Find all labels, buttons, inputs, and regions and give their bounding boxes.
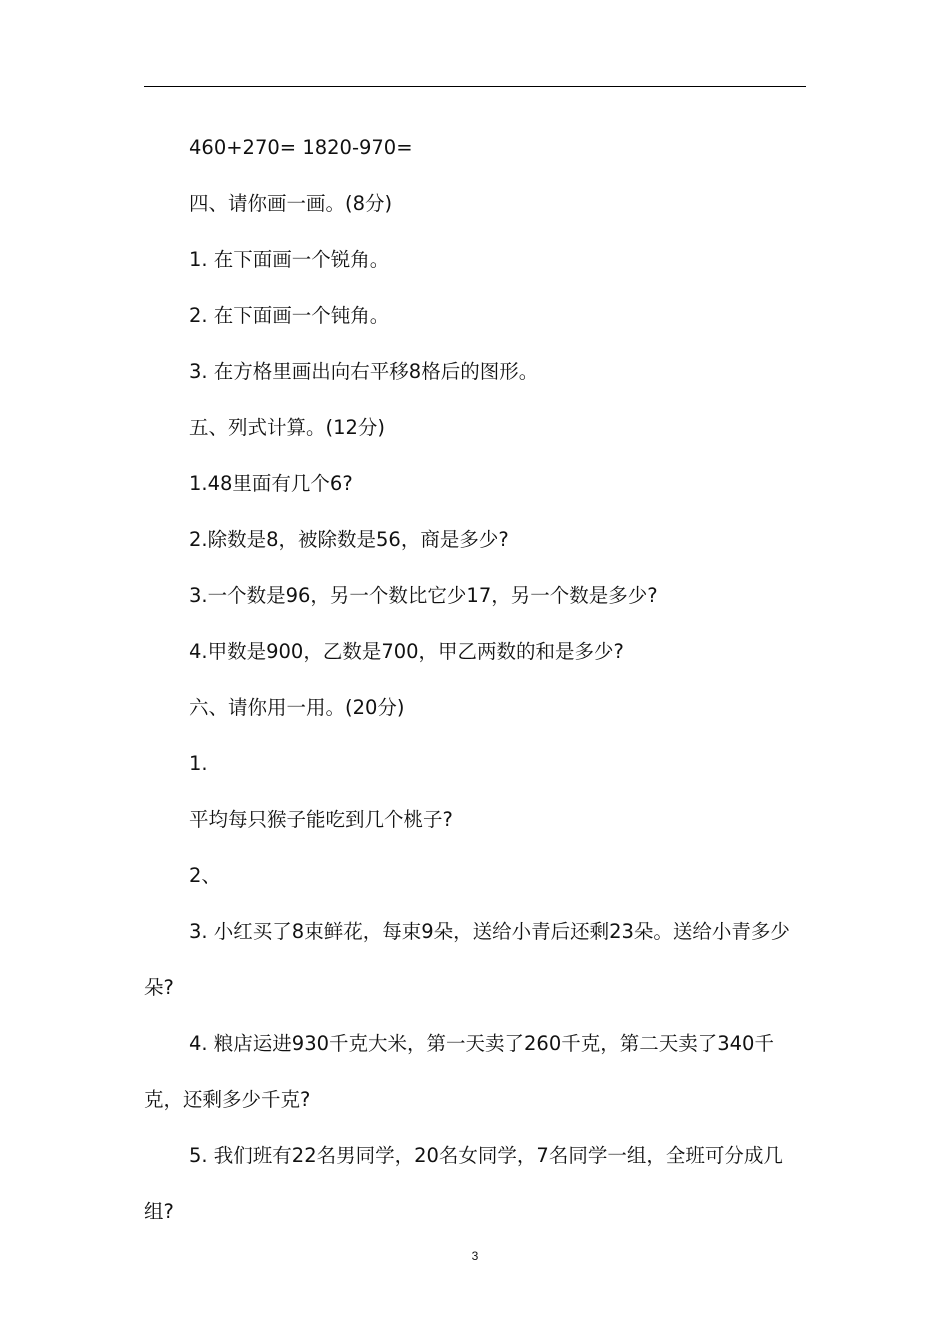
document-body xyxy=(144,120,806,1240)
page-number: 3 xyxy=(471,1249,479,1263)
question-item: 3. 小红买了8束鲜花，每束9朵，送给小青后还剩23朵。送给小青多少朵? xyxy=(144,920,790,999)
question-item: 3.一个数是96，另一个数比它少17，另一个数是多少? xyxy=(189,584,658,607)
question-item: 2.除数是8，被除数是56，商是多少? xyxy=(189,528,509,551)
question-item: 1. 在下面画一个锐角。 xyxy=(189,248,390,271)
question-item: 1. xyxy=(189,752,208,775)
question-item: 4.甲数是900，乙数是700，甲乙两数的和是多少? xyxy=(189,640,624,663)
calc-line: 460+270= 1820-970= xyxy=(189,136,413,159)
section-heading-draw: 四、请你画一画。(8分) xyxy=(189,192,393,215)
header-rule xyxy=(144,86,806,87)
question-item: 5. 我们班有22名男同学，20名女同学，7名同学一组，全班可分成几组? xyxy=(144,1144,783,1223)
question-item: 3. 在方格里画出向右平移8格后的图形。 xyxy=(189,360,539,383)
question-item: 2. 在下面画一个钝角。 xyxy=(189,304,390,327)
question-item: 1.48里面有几个6? xyxy=(189,472,353,495)
question-item: 4. 粮店运进930千克大米，第一天卖了260千克，第二天卖了340千克，还剩多少千克? xyxy=(144,1032,774,1111)
question-item: 平均每只猴子能吃到几个桃子? xyxy=(189,808,453,831)
section-heading-apply: 六、请你用一用。(20分) xyxy=(189,696,405,719)
question-item: 2、 xyxy=(189,864,221,887)
section-heading-calc: 五、列式计算。(12分) xyxy=(189,416,386,439)
